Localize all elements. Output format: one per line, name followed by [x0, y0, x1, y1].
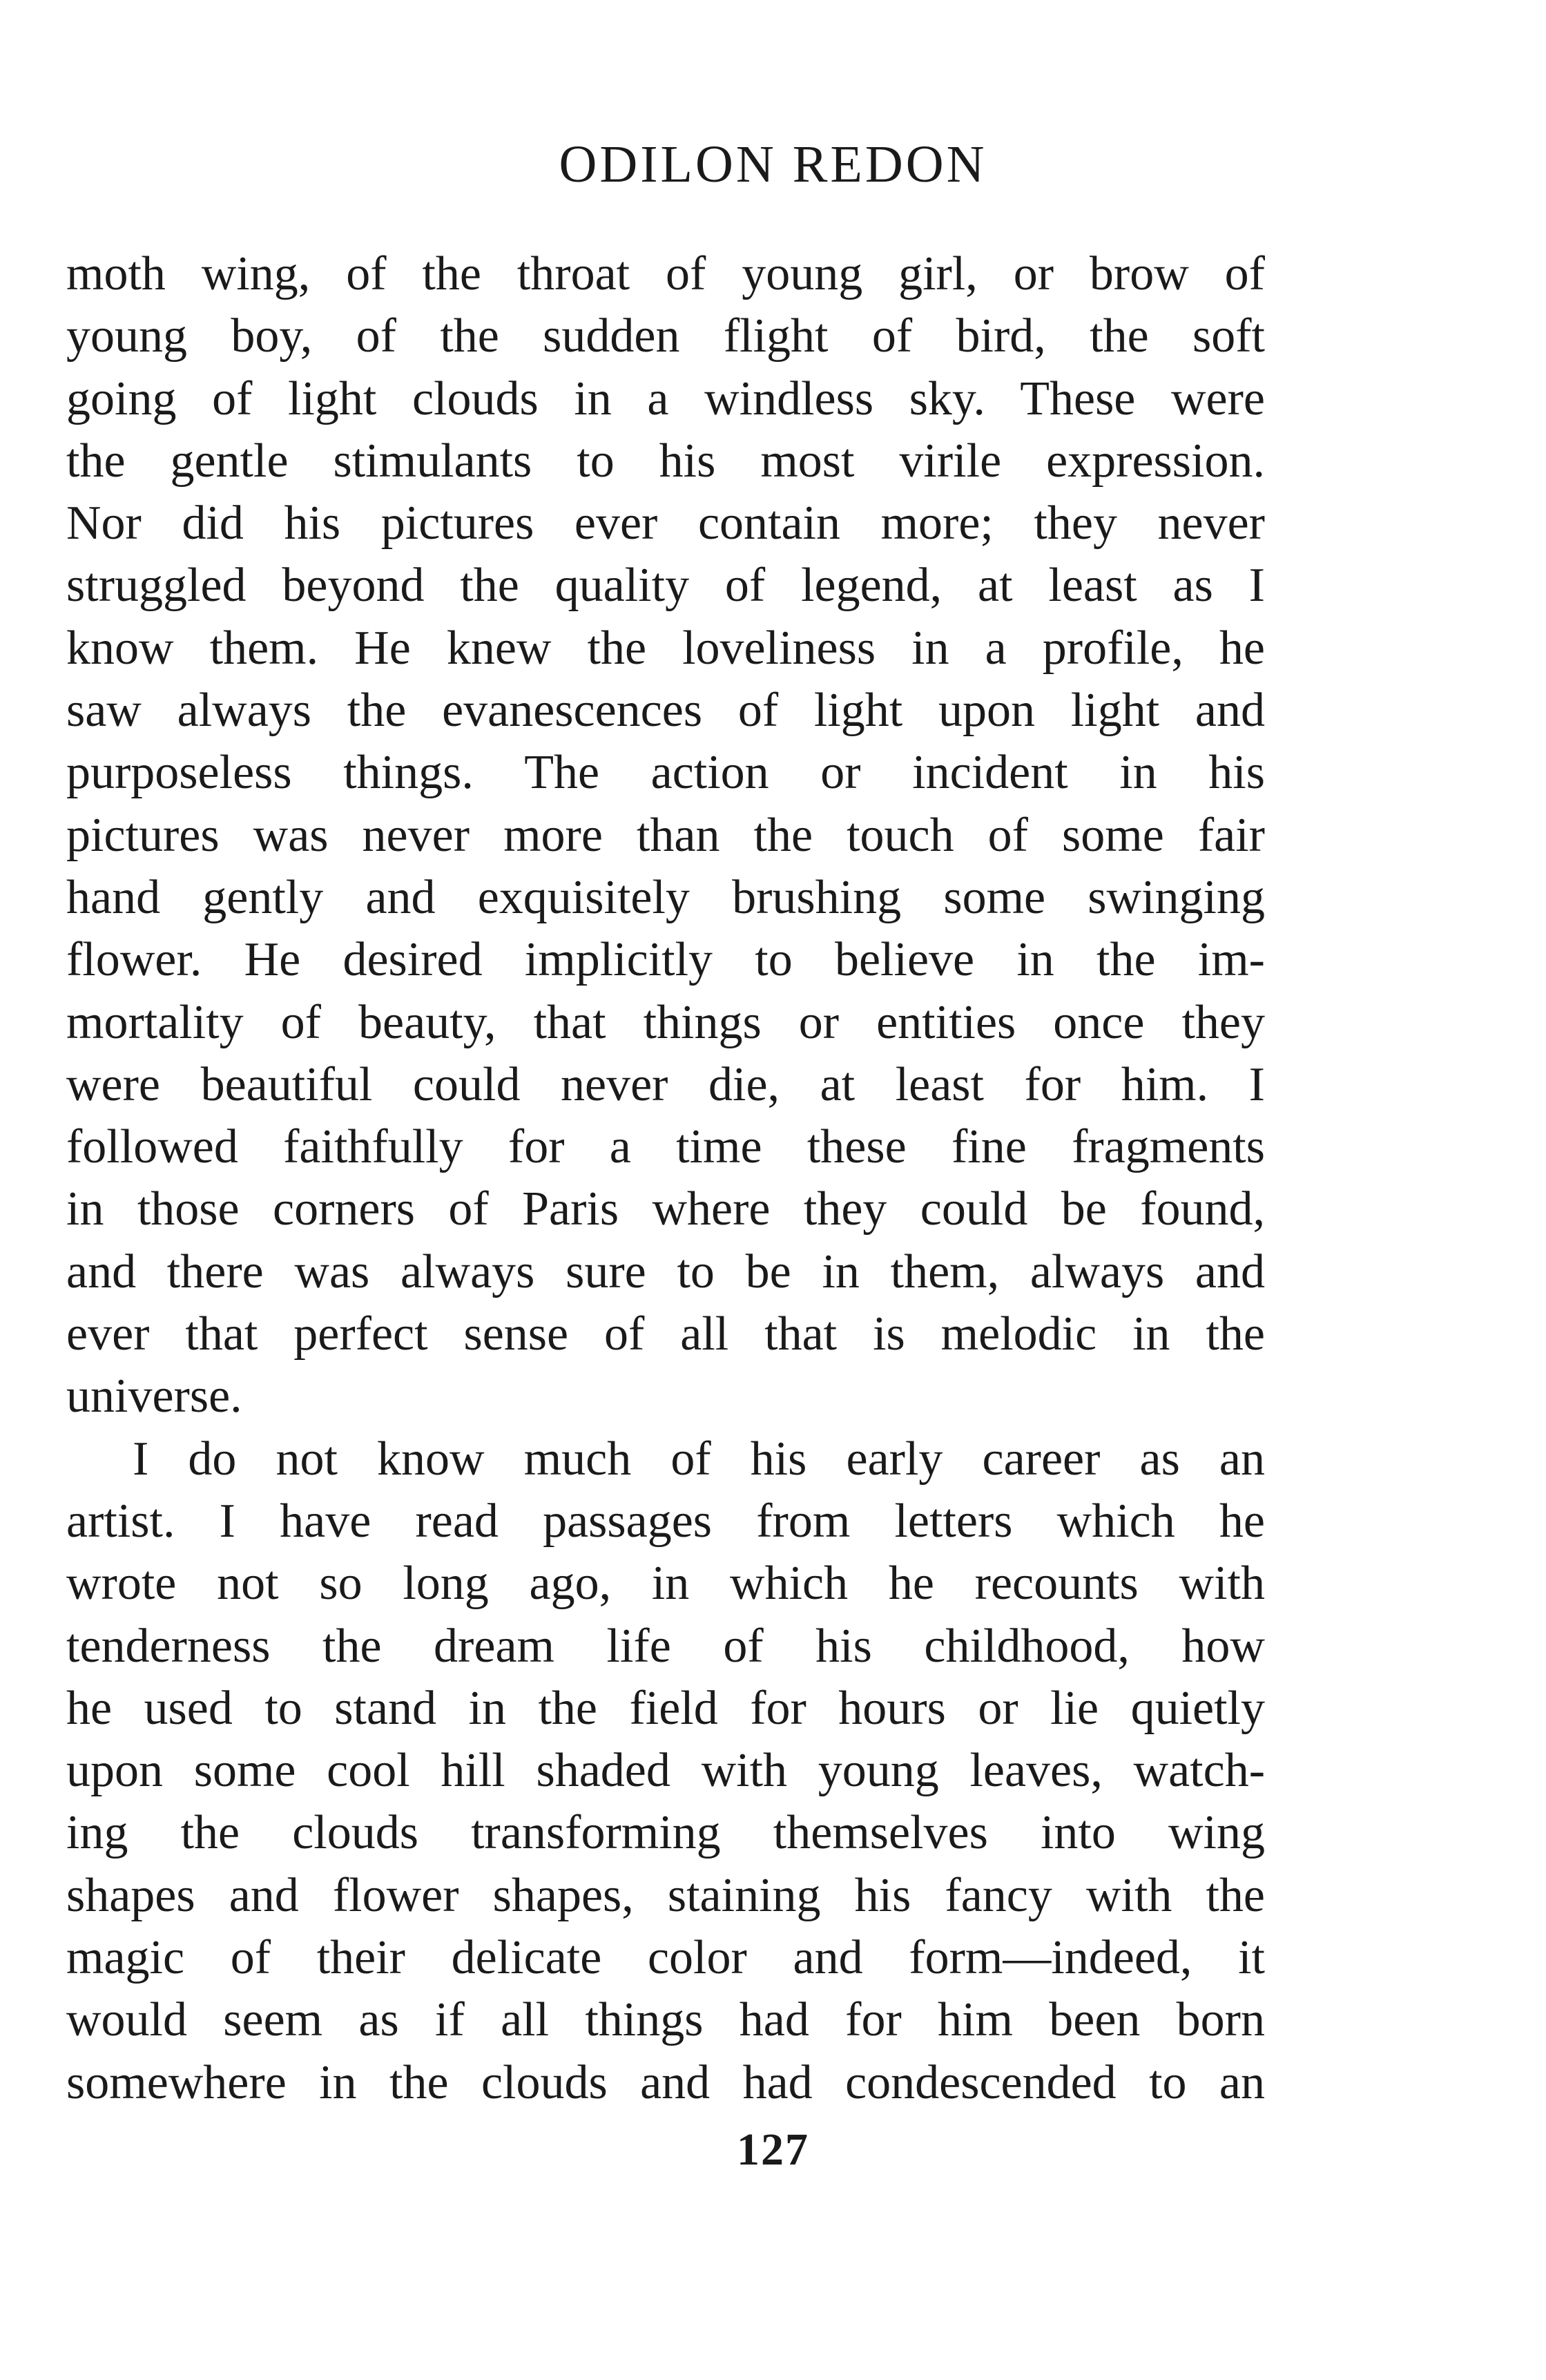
text-line: know them. He knew the loveliness in a profile, he: [66, 621, 1265, 675]
text-line: hand gently and exquisitely brushing some swinging: [66, 870, 1265, 924]
text-line: tenderness the dream life of his childhood, how: [66, 1619, 1265, 1673]
text-line: flower. He desired implicitly to believe in the im-: [66, 933, 1265, 987]
text-line: magic of their delicate color and form—indeed, it: [66, 1931, 1265, 1985]
text-line: he used to stand in the field for hours or lie quietly: [66, 1681, 1265, 1735]
text-line: struggled beyond the quality of legend, at least as I: [66, 559, 1265, 613]
text-line: shapes and flower shapes, staining his fancy with the: [66, 1868, 1265, 1922]
paragraph-2: [66, 1428, 1265, 2114]
text-line: artist. I have read passages from letters which he: [66, 1494, 1265, 1548]
text-line: ever that perfect sense of all that is melodic in the: [66, 1307, 1265, 1361]
text-line: Nor did his pictures ever contain more; they never: [66, 497, 1265, 550]
text-line: moth wing, of the throat of young girl, or brow of: [66, 247, 1265, 300]
body-text: [66, 243, 1265, 2114]
text-line: universe.: [66, 1370, 242, 1423]
text-line: were beautiful could never die, at least for him. I: [66, 1057, 1265, 1111]
text-line: ing the clouds transforming themselves into wing: [66, 1806, 1265, 1860]
text-line: would seem as if all things had for him been born: [66, 1993, 1265, 2047]
text-line: young boy, of the sudden flight of bird, the soft: [66, 309, 1265, 363]
text-line: I do not know much of his early career as an: [133, 1432, 1265, 1486]
text-line: pictures was never more than the touch of some fair: [66, 808, 1265, 862]
text-line: in those corners of Paris where they could be found,: [66, 1182, 1265, 1236]
text-line: somewhere in the clouds and had condescended to an: [66, 2055, 1265, 2109]
page-number: 127: [737, 2124, 809, 2175]
text-line: purposeless things. The action or incident in his: [66, 746, 1265, 800]
paragraph-1: [66, 243, 1265, 1428]
text-line: wrote not so long ago, in which he recounts with: [66, 1557, 1265, 1611]
text-line: going of light clouds in a windless sky. These were: [66, 372, 1265, 425]
text-line: saw always the evanescences of light upon light and: [66, 684, 1265, 738]
text-line: mortality of beauty, that things or entities once they: [66, 995, 1265, 1049]
text-line: and there was always sure to be in them, always and: [66, 1245, 1265, 1298]
text-line: the gentle stimulants to his most virile expression.: [66, 434, 1265, 488]
running-head: ODILON REDON: [559, 135, 987, 193]
text-line: followed faithfully for a time these fine fragments: [66, 1120, 1265, 1174]
text-line: upon some cool hill shaded with young leaves, watch-: [66, 1744, 1265, 1798]
